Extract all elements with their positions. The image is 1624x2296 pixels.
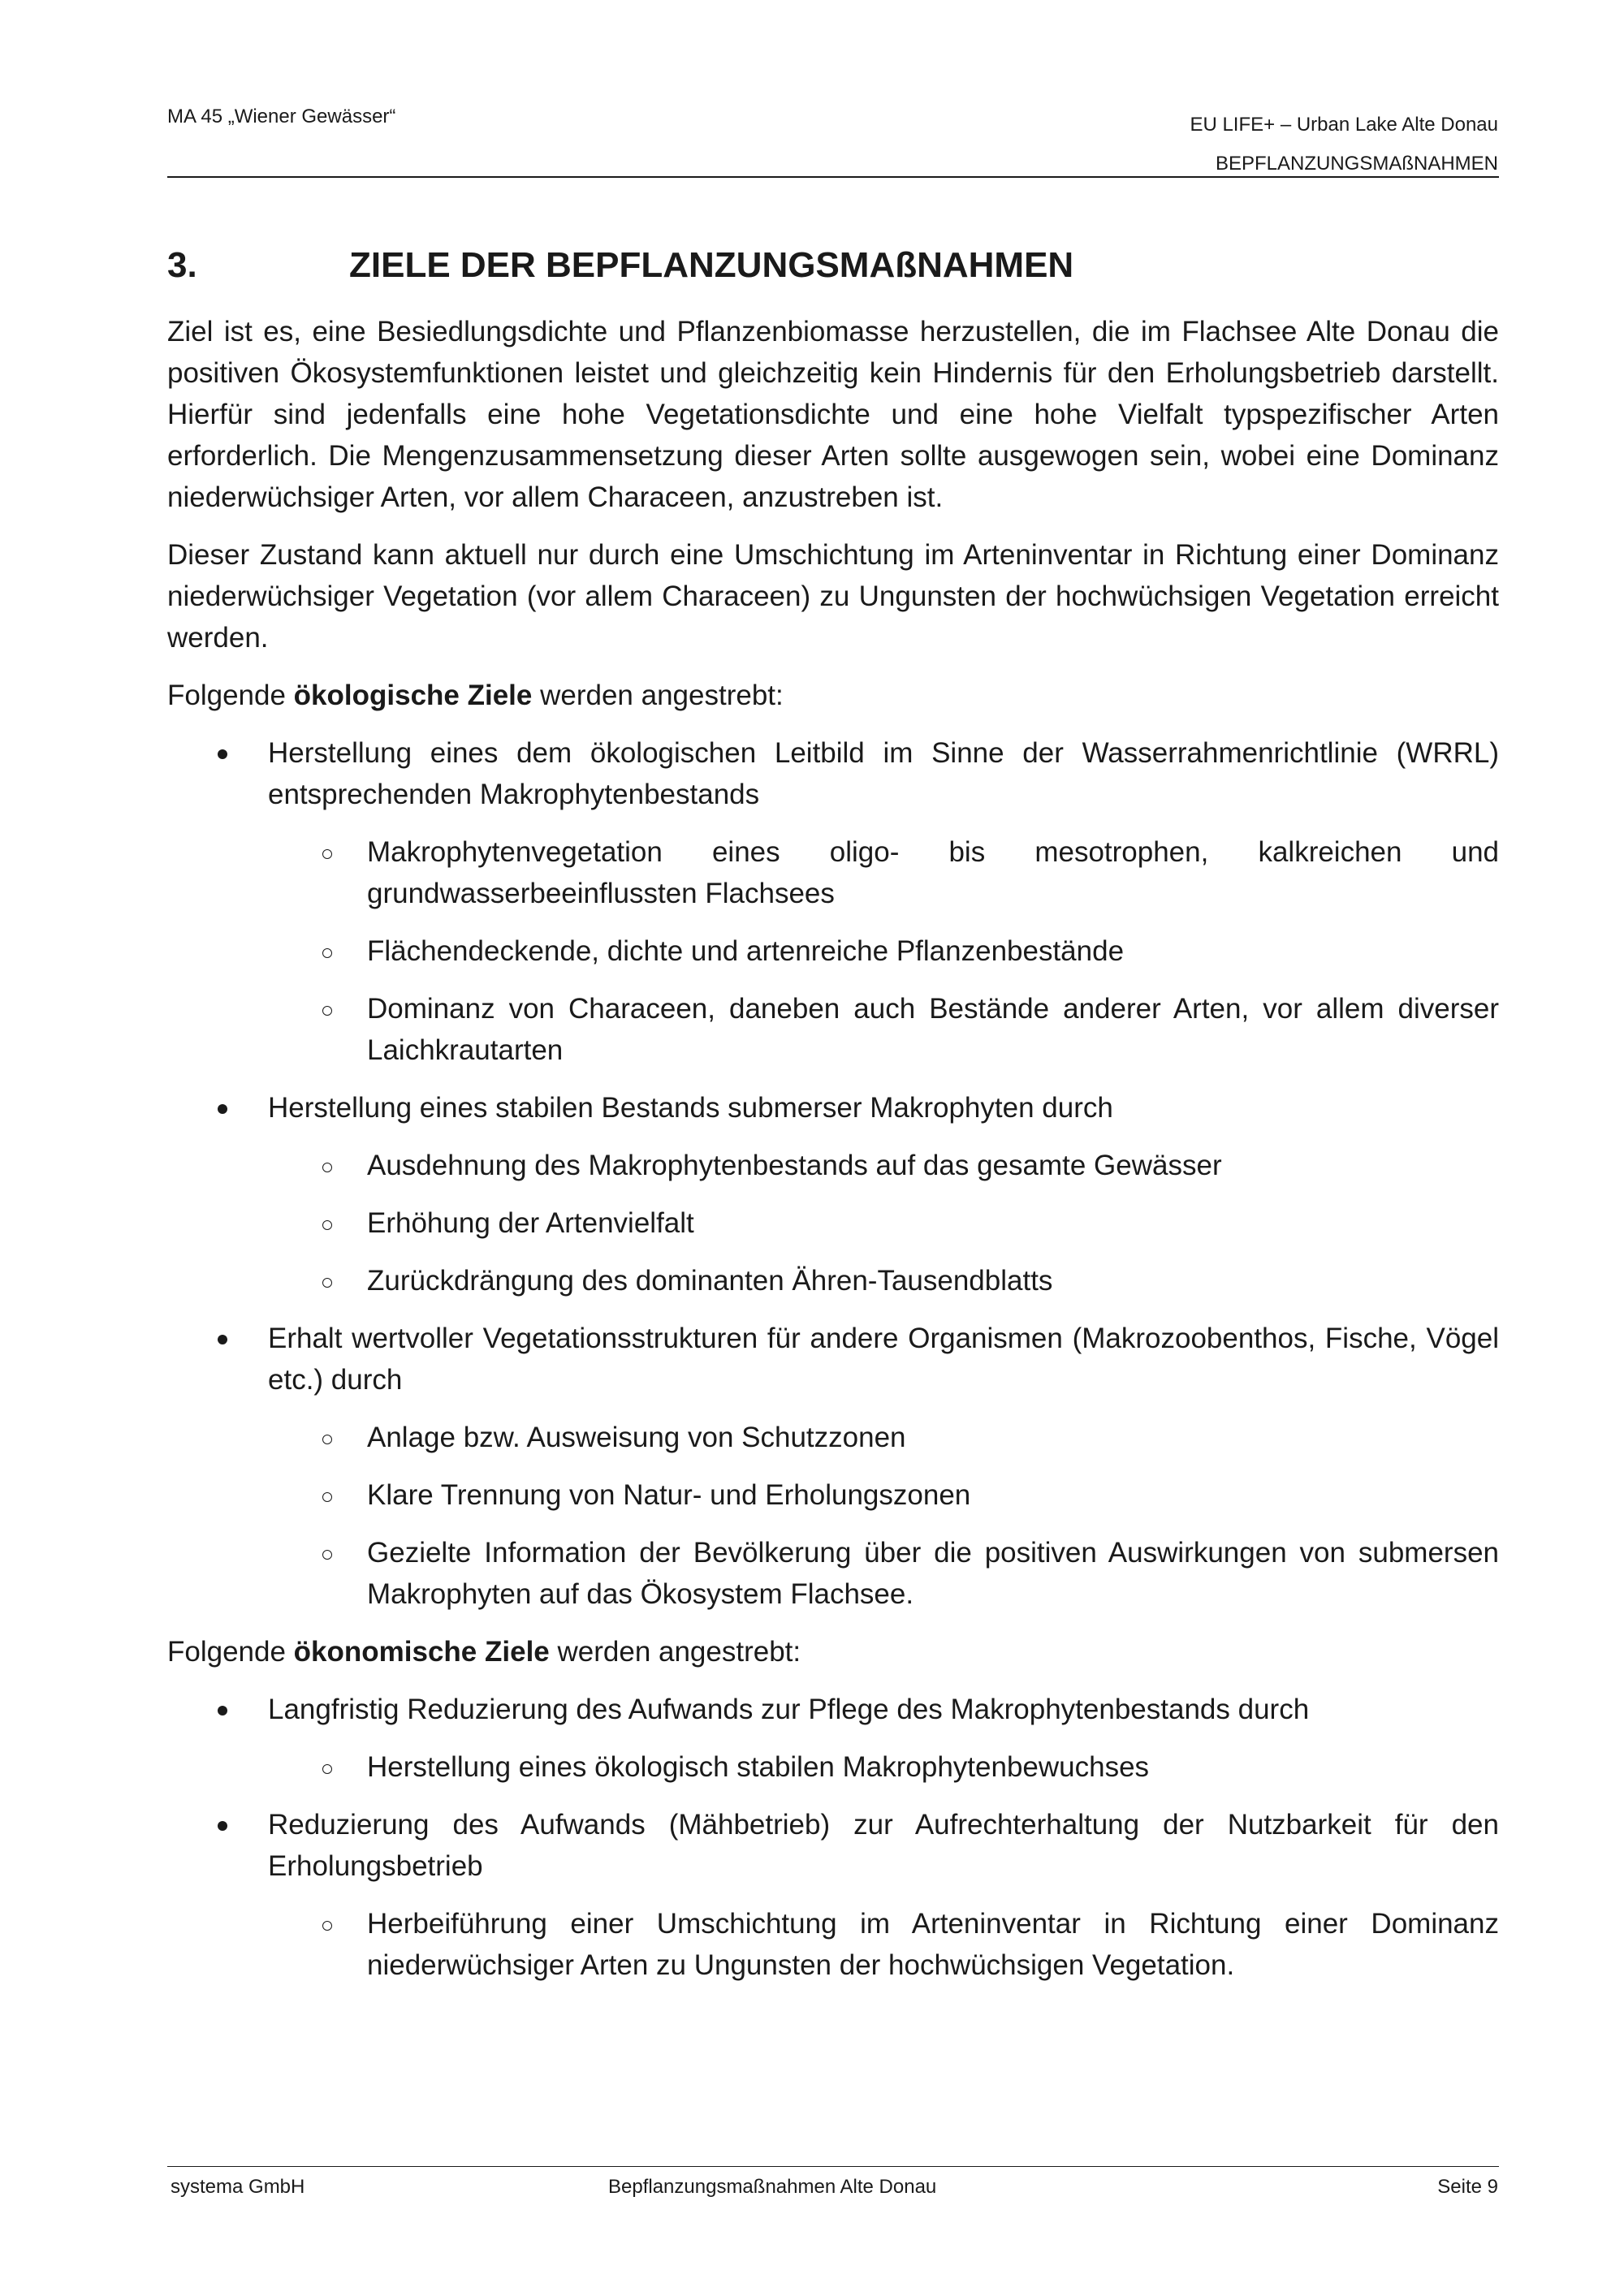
circle-bullet-icon xyxy=(322,1764,332,1774)
intro-text: werden angestrebt: xyxy=(549,1636,801,1668)
sub-goal-text: Herbeiführung einer Umschichtung im Arteninventar in Richtung einer Dominanz niederwüchsiger Arten zu Ungunsten der hochwüchsigen Vegetation. xyxy=(367,1908,1499,1981)
sub-goal-item xyxy=(268,1260,1499,1301)
sub-goal-item xyxy=(268,1746,1499,1788)
sub-goal-text: Anlage bzw. Ausweisung von Schutzzonen xyxy=(367,1422,906,1453)
sub-goal-text: Ausdehnung des Makrophytenbestands auf das gesamte Gewässer xyxy=(367,1150,1222,1181)
circle-bullet-icon xyxy=(322,1921,332,1931)
circle-bullet-icon xyxy=(322,1220,332,1230)
circle-bullet-icon xyxy=(322,1435,332,1444)
sub-goal-item xyxy=(268,831,1499,914)
sub-goal-item xyxy=(268,988,1499,1071)
sub-goal-list xyxy=(268,1746,1499,1788)
circle-bullet-icon xyxy=(322,1550,332,1560)
circle-bullet-icon xyxy=(322,849,332,859)
header-project-title: EU LIFE+ – Urban Lake Alte Donau xyxy=(1190,114,1498,136)
section-number: 3. xyxy=(167,245,197,285)
sub-goal-list xyxy=(268,1903,1499,1986)
header-project xyxy=(1190,106,1498,183)
section-title: ZIELE DER BEPFLANZUNGSMAßNAHMEN xyxy=(349,245,1074,285)
circle-bullet-icon xyxy=(322,1163,332,1172)
goal-list-item xyxy=(167,1318,1499,1615)
intro-text: Folgende xyxy=(167,680,294,711)
paragraph-current-state: Dieser Zustand kann aktuell nur durch eine Umschichtung im Arteninventar in Richtung einer Dominanz niederwüchsiger Vegetation (vor allem Characeen) zu Ungunsten der hochwüchsigen Vegetation erreicht werden. xyxy=(167,539,1499,654)
bullet-icon xyxy=(218,1104,227,1114)
intro-text: werden angestrebt: xyxy=(532,680,784,711)
sub-goal-text: Dominanz von Characeen, daneben auch Bestände anderer Arten, vor allem diverser Laichkrautarten xyxy=(367,993,1499,1066)
ecological-goals-intro xyxy=(167,675,1499,716)
sub-goal-item xyxy=(268,1145,1499,1186)
goal-text: Herstellung eines dem ökologischen Leitbild im Sinne der Wasserrahmenrichtlinie (WRRL) entsprechenden Makrophytenbestands xyxy=(268,737,1499,810)
intro-text: Folgende xyxy=(167,1636,294,1668)
sub-goal-text: Herstellung eines ökologisch stabilen Makrophytenbewuchses xyxy=(367,1751,1150,1783)
intro-bold-term: ökologische Ziele xyxy=(293,680,533,711)
footer-page-number: Seite 9 xyxy=(1437,2176,1498,2198)
goal-text: Reduzierung des Aufwands (Mähbetrieb) zur Aufrechterhaltung der Nutzbarkeit für den Erholungsbetrieb xyxy=(268,1809,1499,1882)
sub-goal-item xyxy=(268,930,1499,972)
sub-goal-text: Flächendeckende, dichte und artenreiche Pflanzenbestände xyxy=(367,935,1125,967)
goal-list-item xyxy=(167,1689,1499,1788)
ecological-goals-list xyxy=(167,732,1499,1615)
circle-bullet-icon xyxy=(322,1492,332,1502)
goal-text: Herstellung eines stabilen Bestands submerser Makrophyten durch xyxy=(268,1092,1113,1124)
economic-goals-list xyxy=(167,1689,1499,1986)
bullet-icon xyxy=(218,1706,227,1716)
footer-company: systema GmbH xyxy=(171,2176,305,2198)
footer-document-title: Bepflanzungsmaßnahmen Alte Donau xyxy=(608,2176,937,2198)
sub-goal-text: Erhöhung der Artenvielfalt xyxy=(367,1207,694,1239)
bullet-icon xyxy=(218,1335,227,1344)
goal-list-item xyxy=(167,1804,1499,1986)
header-document-title: BEPFLANZUNGSMAßNAHMEN xyxy=(1215,153,1498,175)
circle-bullet-icon xyxy=(322,1006,332,1016)
sub-goal-list xyxy=(268,1145,1499,1301)
footer-divider xyxy=(167,2166,1499,2167)
circle-bullet-icon xyxy=(322,948,332,958)
sub-goal-item xyxy=(268,1474,1499,1516)
page-body xyxy=(167,311,1499,2002)
sub-goal-item xyxy=(268,1202,1499,1244)
header-organization: MA 45 „Wiener Gewässer“ xyxy=(167,106,396,127)
bullet-icon xyxy=(218,749,227,759)
sub-goal-item xyxy=(268,1532,1499,1615)
bullet-icon xyxy=(218,1821,227,1831)
header-divider xyxy=(167,176,1499,178)
economic-goals-intro xyxy=(167,1631,1499,1672)
goal-list-item xyxy=(167,1087,1499,1301)
paragraph-goal-statement: Ziel ist es, eine Besiedlungsdichte und Pflanzenbiomasse herzustellen, die im Flachsee Alte Donau die positiven Ökosystemfunktionen leistet und gleichzeitig kein Hindernis für den Erholungsbetrieb darstellt. Hierfür sind jedenfalls eine hohe Vegetationsdichte und eine hohe Vielfalt typspezifischer Arten erforderlich. Die Mengenzusammensetzung dieser Arten sollte ausgewogen sein, wobei eine Dominanz niederwüchsiger Arten, vor allem Characeen, anzustreben ist. xyxy=(167,316,1499,513)
sub-goal-text: Zurückdrängung des dominanten Ähren-Tausendblatts xyxy=(367,1265,1053,1297)
sub-goal-item xyxy=(268,1417,1499,1458)
circle-bullet-icon xyxy=(322,1278,332,1288)
sub-goal-text: Makrophytenvegetation eines oligo- bis mesotrophen, kalkreichen und grundwasserbeeinflussten Flachsees xyxy=(367,836,1499,909)
goal-text: Langfristig Reduzierung des Aufwands zur Pflege des Makrophytenbestands durch xyxy=(268,1694,1310,1725)
section-heading xyxy=(167,245,1073,286)
intro-bold-term: ökonomische Ziele xyxy=(293,1636,550,1668)
sub-goal-list xyxy=(268,1417,1499,1615)
sub-goal-text: Klare Trennung von Natur- und Erholungszonen xyxy=(367,1479,971,1511)
sub-goal-item xyxy=(268,1903,1499,1986)
sub-goal-list xyxy=(268,831,1499,1071)
goal-text: Erhalt wertvoller Vegetationsstrukturen für andere Organismen (Makrozoobenthos, Fische, Vögel etc.) durch xyxy=(268,1323,1499,1396)
sub-goal-text: Gezielte Information der Bevölkerung über die positiven Auswirkungen von submersen Makrophyten auf das Ökosystem Flachsee. xyxy=(367,1537,1499,1610)
goal-list-item xyxy=(167,732,1499,1071)
